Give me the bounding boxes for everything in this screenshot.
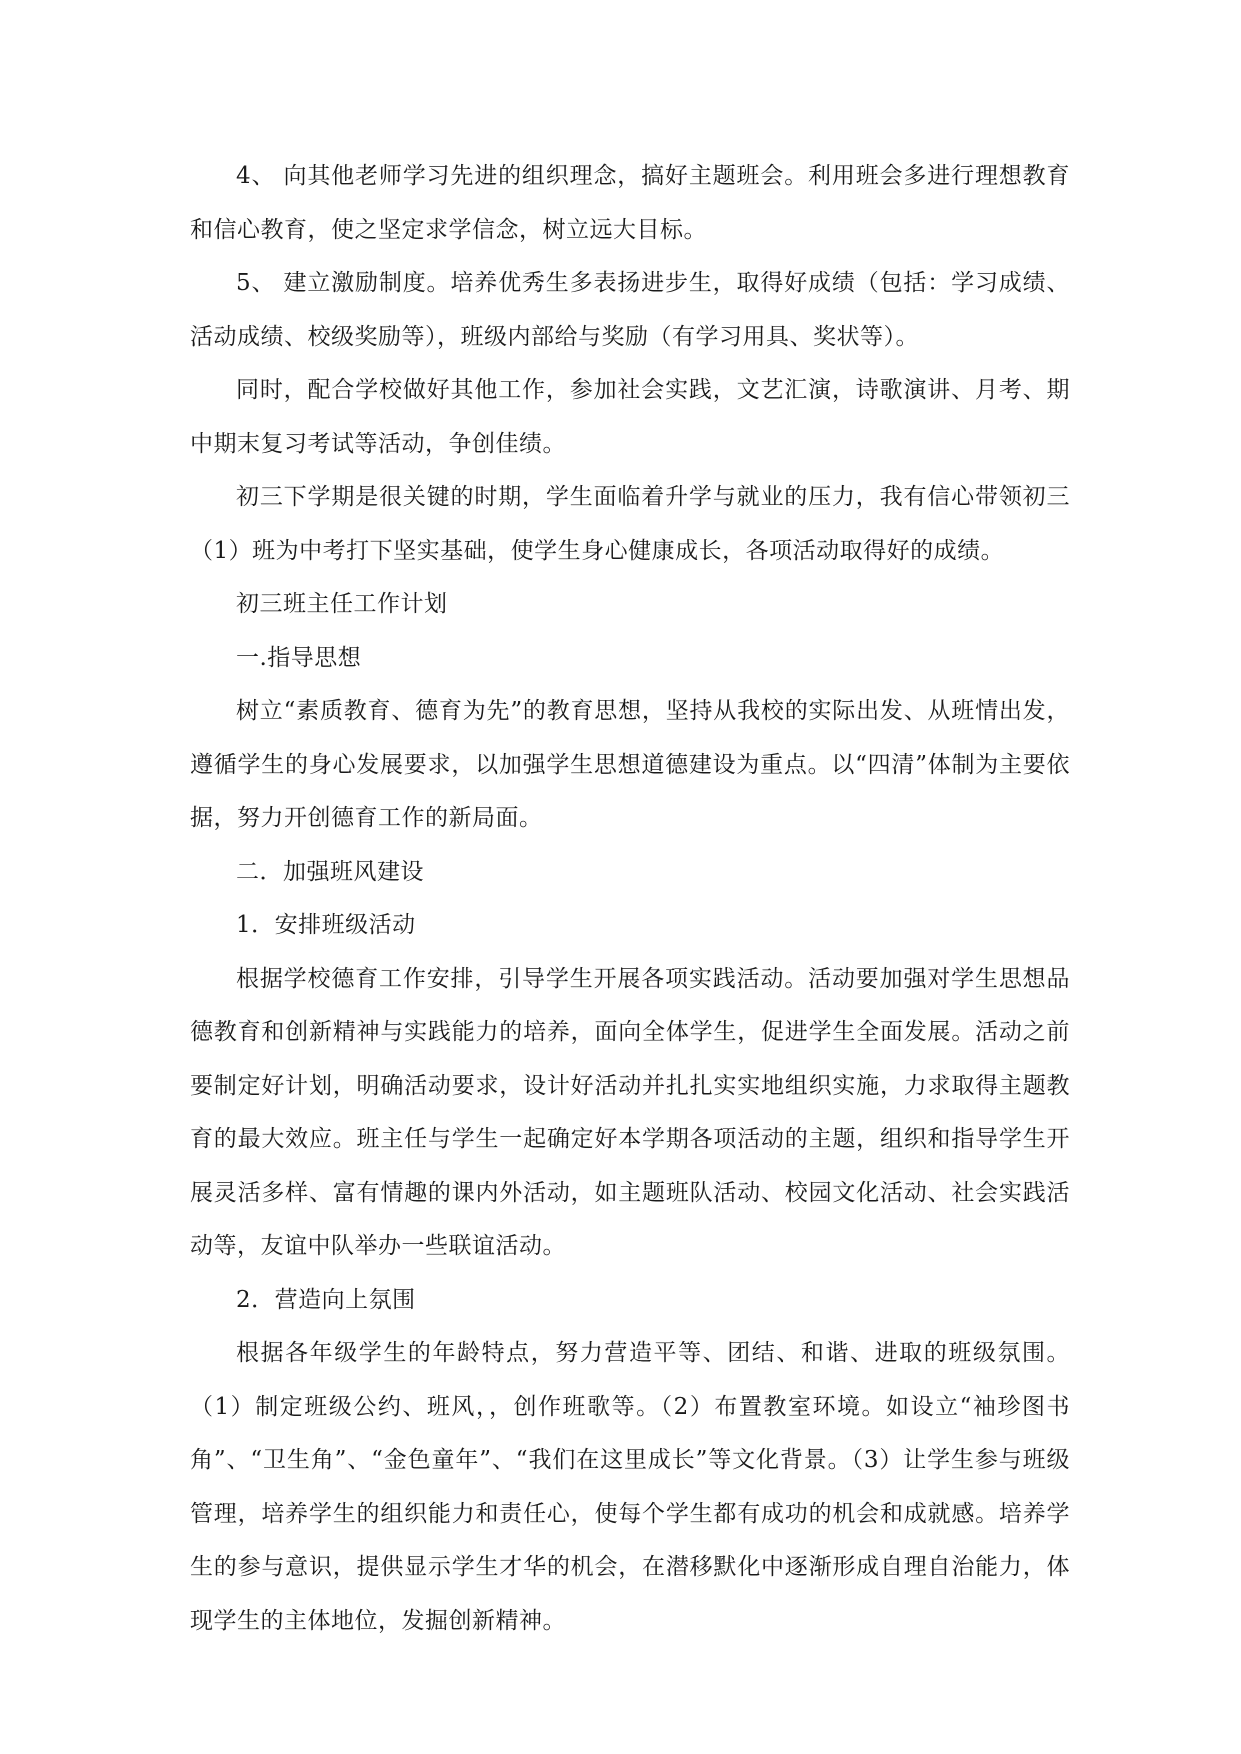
paragraph-item-4: 4、 向其他老师学习先进的组织理念，搞好主题班会。利用班会多进行理想教育和信心教育，使之坚定求学信念，树立远大目标。 (190, 163, 1070, 243)
subheading-atmosphere: 2．营造向上氛围 (236, 1286, 416, 1313)
paragraph-conclusion: 初三下学期是很关键的时期，学生面临着升学与就业的压力，我有信心带领初三（1）班为中考打下坚实基础，使学生身心健康成长，各项活动取得好的成绩。 (190, 484, 1070, 564)
paragraph-cooperation: 同时，配合学校做好其他工作，参加社会实践，文艺汇演，诗歌演讲、月考、期中期末复习考试等活动，争创佳绩。 (190, 377, 1070, 457)
section-title: 初三班主任工作计划 (236, 591, 448, 617)
heading-class-style: 二．加强班风建设 (236, 858, 424, 885)
paragraph-activities: 根据学校德育工作安排，引导学生开展各项实践活动。活动要加强对学生思想品德教育和创新精神与实践能力的培养，面向全体学生，促进学生全面发展。活动之前要制定好计划，明确活动要求，设计好活动并扎扎实实地组织实施，力求取得主题教育的最大效应。班主任与学生一起确定好本学期各项活动的主题，组织和指导学生开展灵活多样、富有情趣的课内外活动，如主题班队活动、校园文化活动、社会实践活动等，友谊中队举办一些联谊活动。 (190, 965, 1070, 1259)
subheading-activities: 1．安排班级活动 (236, 912, 416, 938)
heading-guiding-thought: 一.指导思想 (236, 644, 362, 671)
document-body (190, 150, 1070, 1648)
paragraph-item-5: 5、 建立激励制度。培养优秀生多表扬进步生，取得好成绩（包括：学习成绩、活动成绩、校级奖励等），班级内部给与奖励（有学习用具、奖状等）。 (190, 270, 1070, 350)
paragraph-guiding-thought: 树立“素质教育、德育为先”的教育思想，坚持从我校的实际出发、从班情出发，遵循学生的身心发展要求，以加强学生思想道德建设为重点。以“四清”体制为主要依据，努力开创德育工作的新局面。 (190, 698, 1070, 831)
paragraph-atmosphere: 根据各年级学生的年龄特点，努力营造平等、团结、和谐、进取的班级氛围。（1）制定班级公约、班风，，创作班歌等。（2）布置教室环境。如设立“袖珍图书角”、“卫生角”、“金色童年”、“我们在这里成长”等文化背景。（3）让学生参与班级管理，培养学生的组织能力和责任心，使每个学生都有成功的机会和成就感。培养学生的参与意识，提供显示学生才华的机会，在潜移默化中逐渐形成自理自治能力，体现学生的主体地位，发掘创新精神。 (190, 1340, 1070, 1634)
